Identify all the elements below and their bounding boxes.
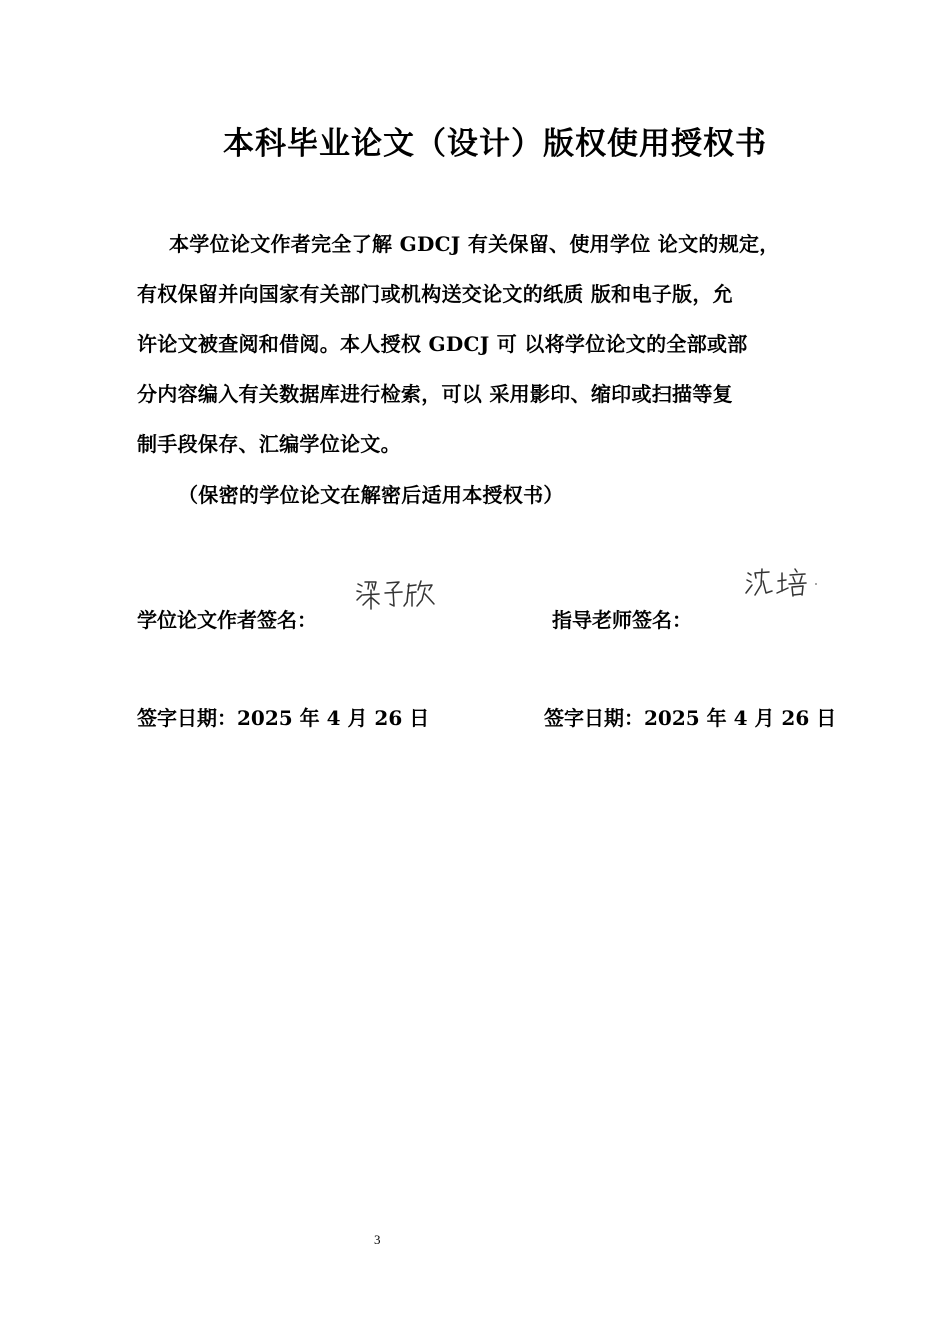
page-title: 本科毕业论文（设计）版权使用授权书 — [223, 126, 767, 162]
body-line-1: 本学位论文作者完全了解 GDCJ 有关保留、使用学位 论文的规定， — [169, 232, 780, 256]
signature-dot — [815, 583, 817, 585]
advisor-signature — [742, 563, 828, 607]
body-line-3: 许论文被查阅和借阅。本人授权 GDCJ 可 以将学位论文的全部或部 — [137, 332, 748, 356]
body-line-5: 制手段保存、汇编学位论文。 — [137, 432, 401, 456]
advisor-signature-label: 指导老师签名： — [552, 608, 692, 632]
body-line-2: 有权保留并向国家有关部门或机构送交论文的纸质 版和电子版，允 — [137, 282, 733, 306]
body-line-4: 分内容编入有关数据库进行检索，可以 采用影印、缩印或扫描等复 — [137, 382, 733, 406]
author-sign-date: 签字日期：2025 年 4 月 26 日 — [137, 706, 430, 730]
page-number: 3 — [374, 1232, 381, 1247]
advisor-sign-date: 签字日期：2025 年 4 月 26 日 — [544, 706, 837, 730]
confidential-note: （保密的学位论文在解密后适用本授权书） — [178, 483, 564, 507]
author-signature — [354, 576, 440, 616]
author-signature-label: 学位论文作者签名： — [137, 608, 317, 632]
